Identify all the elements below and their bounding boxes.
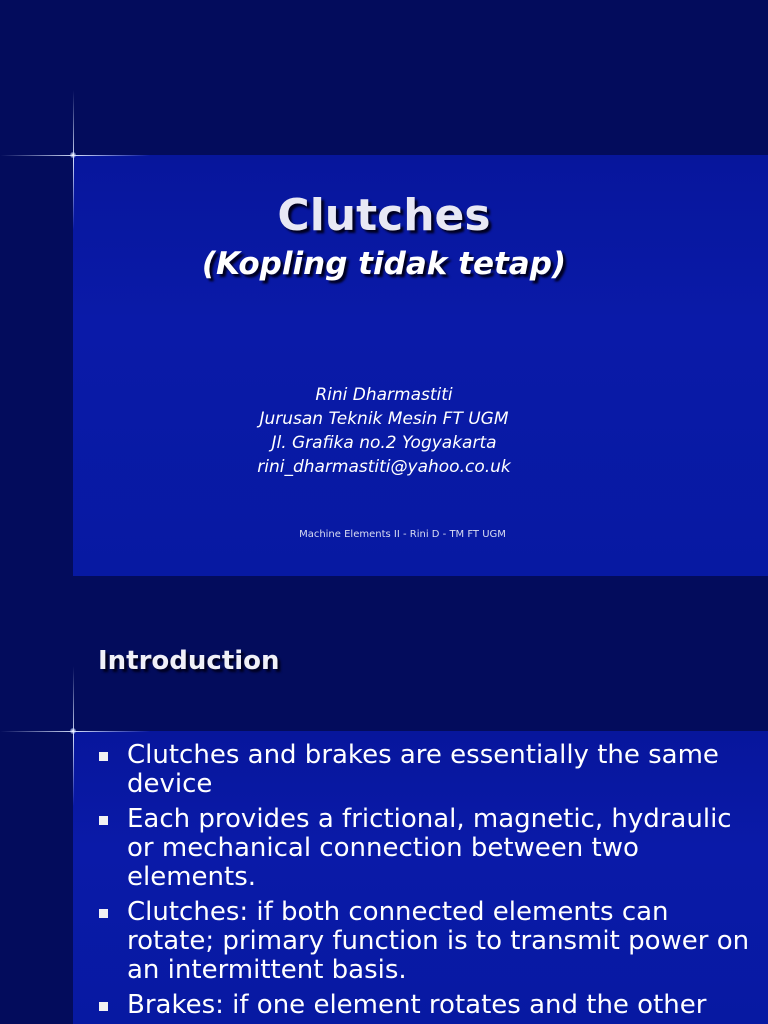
author-block [0, 383, 768, 479]
left-band [0, 576, 73, 1024]
top-band [0, 0, 768, 155]
slide-title: Clutches [277, 190, 491, 241]
slide-heading: Introduction [98, 646, 280, 676]
author-email: rini_dharmastiti@yahoo.co.uk [257, 457, 511, 477]
list-item [97, 991, 757, 1020]
list-item [97, 898, 757, 985]
square-bullet-icon [99, 1002, 108, 1011]
slide-subtitle: (Kopling tidak tetap) [201, 246, 567, 282]
introduction-slide [0, 576, 768, 1024]
left-band [0, 0, 73, 576]
bullet-text: Each provides a frictional, magnetic, hydraulic or mechanical connection between two elements. [127, 804, 732, 892]
bullet-list [97, 741, 757, 1024]
list-item [97, 805, 757, 892]
bullet-text: Clutches and brakes are essentially the same device [127, 740, 719, 799]
author-name: Rini Dharmastiti [315, 385, 453, 405]
author-department: Jurusan Teknik Mesin FT UGM [259, 409, 509, 429]
bullet-text: Clutches: if both connected elements can rotate; primary function is to transmit power on an intermittent basis. [127, 897, 750, 985]
list-item [97, 741, 757, 799]
square-bullet-icon [99, 909, 108, 918]
author-address: Jl. Grafika no.2 Yogyakarta [271, 433, 497, 453]
bullet-text: Brakes: if one element rotates and the other [127, 990, 707, 1020]
square-bullet-icon [99, 816, 108, 825]
square-bullet-icon [99, 752, 108, 761]
slide-footer: Machine Elements II - Rini D - TM FT UGM [299, 529, 506, 540]
